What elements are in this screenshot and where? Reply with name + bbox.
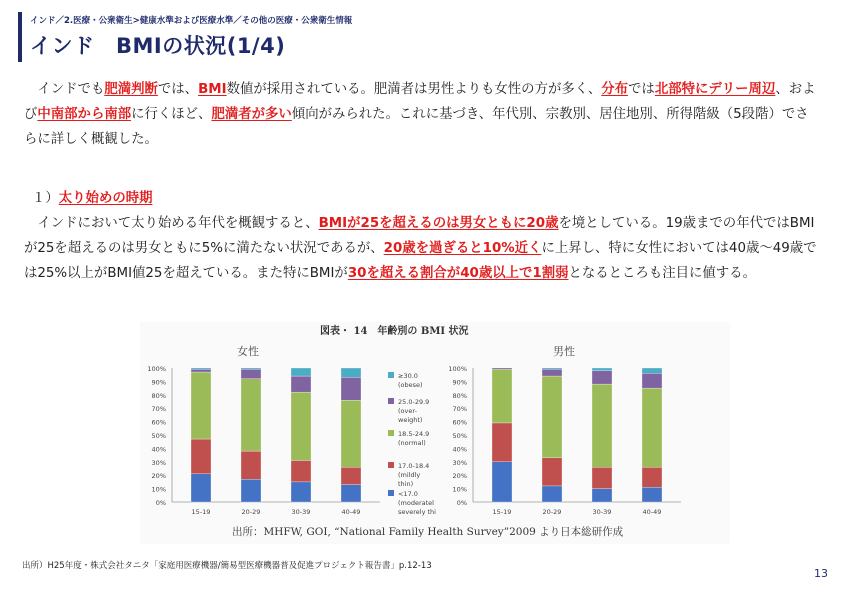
page-title: インド BMIの状況(1/4) xyxy=(30,34,286,58)
legend-swatch xyxy=(388,430,394,436)
y-tick-label: 0% xyxy=(155,499,166,507)
y-tick-label: 50% xyxy=(151,432,166,440)
highlight-text: 20歳を過ぎると10%近く xyxy=(383,241,542,256)
body-text-run: 傾向がみられた。これに基づき、年代別、宗教別、居住地別、所得階級（5段階）でさらに詳しく概観した。 xyxy=(24,107,809,147)
bar-segment xyxy=(341,485,361,502)
page-number: 13 xyxy=(814,567,828,580)
y-tick-label: 50% xyxy=(452,432,467,440)
legend-label: (mildly xyxy=(398,471,421,479)
x-tick-label: 30-39 xyxy=(291,508,311,516)
body-text-run: となるところも注目に値する。 xyxy=(568,266,756,281)
x-tick-label: 40-49 xyxy=(642,508,662,516)
highlight-text: 分布 xyxy=(601,82,629,97)
bar-segment xyxy=(341,400,361,467)
y-tick-label: 90% xyxy=(151,378,166,387)
bar-segment xyxy=(241,451,261,479)
bar-segment xyxy=(341,467,361,484)
x-tick-label: 30-39 xyxy=(592,508,612,516)
bar-segment xyxy=(642,373,662,388)
bar-segment xyxy=(291,482,311,502)
y-tick-label: 100% xyxy=(448,365,467,373)
bar-segment xyxy=(492,462,512,502)
x-tick-label: 40-49 xyxy=(341,508,361,516)
y-tick-label: 80% xyxy=(452,391,467,400)
body-text-run: 数値が採用されている。肥満者は男性よりも女性の方が多く、 xyxy=(226,82,602,97)
body-text-run: に行くほど、 xyxy=(131,107,212,122)
y-tick-label: 10% xyxy=(452,485,467,494)
bar-segment xyxy=(542,369,562,376)
bar-segment xyxy=(191,372,211,439)
bar-segment xyxy=(592,467,612,488)
legend-label: (over- xyxy=(398,407,417,415)
y-tick-label: 40% xyxy=(452,445,467,454)
legend-label: 18.5-24.9 xyxy=(398,430,430,438)
bar-segment xyxy=(341,368,361,377)
bar-segment xyxy=(241,479,261,502)
bar-segment xyxy=(642,388,662,467)
bar-segment xyxy=(341,377,361,400)
legend-label: ≥30.0 xyxy=(398,372,418,380)
y-tick-label: 60% xyxy=(151,418,166,427)
title-accent-bar xyxy=(18,12,22,62)
body-text-run: では xyxy=(628,82,655,97)
bar-segment xyxy=(191,474,211,502)
body-text-run: 、および xyxy=(24,82,816,122)
highlight-text: 肥満者が多い xyxy=(211,107,292,122)
bar-segment xyxy=(642,467,662,487)
section-number: １） xyxy=(32,191,59,206)
chart-title: 男性 xyxy=(553,345,575,358)
legend-swatch xyxy=(388,372,394,378)
legend-label: (moderatel xyxy=(398,499,434,507)
x-tick-label: 20-29 xyxy=(542,508,562,516)
bar-segment xyxy=(191,369,211,372)
highlight-text: 30を超える割合が40歳以上で1割弱 xyxy=(347,266,569,281)
section-title: 太り始めの時期 xyxy=(58,191,153,206)
bar-segment xyxy=(191,439,211,474)
bar-segment xyxy=(191,368,211,369)
y-tick-label: 40% xyxy=(151,445,166,454)
bar-segment xyxy=(492,369,512,423)
intro-paragraph xyxy=(24,77,820,152)
bar-segment xyxy=(592,371,612,384)
bar-segment xyxy=(642,487,662,502)
bar-segment xyxy=(542,486,562,502)
legend-label: 17.0-18.4 xyxy=(398,462,430,470)
y-tick-label: 100% xyxy=(147,365,166,373)
bar-segment xyxy=(291,392,311,460)
bmi-chart xyxy=(140,322,730,544)
legend-label: weight) xyxy=(398,416,423,424)
y-tick-label: 90% xyxy=(452,378,467,387)
y-tick-label: 30% xyxy=(452,458,467,467)
section-heading xyxy=(32,186,153,211)
y-tick-label: 70% xyxy=(151,405,166,414)
bar-segment xyxy=(291,460,311,481)
highlight-text: 北部特にデリー周辺 xyxy=(654,82,776,97)
bar-segment xyxy=(542,458,562,486)
x-tick-label: 20-29 xyxy=(241,508,261,516)
y-tick-label: 20% xyxy=(151,472,166,481)
bar-segment xyxy=(492,368,512,369)
legend-label: thin) xyxy=(398,480,414,488)
bar-segment xyxy=(241,379,261,451)
highlight-text: BMI xyxy=(198,82,227,97)
chart-title: 女性 xyxy=(237,345,259,358)
legend-swatch xyxy=(388,490,394,496)
y-tick-label: 70% xyxy=(452,405,467,414)
figure-source: 出所：MHFW, GOI, “National Family Health Survey”2009 より日本総研作成 xyxy=(232,526,624,538)
legend-label: (obese) xyxy=(398,381,423,389)
body-text-run: を境としている。19歳までの年代ではBMIが25を超えるのは男女ともに5%に満たない状況であるが、 xyxy=(24,216,815,256)
highlight-text: BMIが25を超えるのは男女ともに20歳 xyxy=(318,216,559,231)
figure-title: 図表・ 14 年齢別の BMI 状況 xyxy=(320,326,469,337)
bar-segment xyxy=(592,368,612,371)
legend-swatch xyxy=(388,398,394,404)
y-tick-label: 60% xyxy=(452,418,467,427)
bar-segment xyxy=(542,368,562,369)
breadcrumb: インド／2.医療・公衆衛生>健康水準および医療水準／その他の医療・公衆衛生情報 xyxy=(30,16,353,26)
x-tick-label: 15-19 xyxy=(492,508,512,516)
legend-label: severely thi xyxy=(398,508,436,516)
body-text-run: インドでも xyxy=(37,82,105,97)
bar-segment xyxy=(291,376,311,392)
legend-label: <17.0 xyxy=(398,490,418,498)
y-tick-label: 20% xyxy=(452,472,467,481)
legend-label: (normal) xyxy=(398,439,426,447)
legend-label: 25.0-29.9 xyxy=(398,398,430,406)
y-tick-label: 80% xyxy=(151,391,166,400)
bmi-figure xyxy=(140,322,730,544)
bar-segment xyxy=(492,423,512,462)
bar-segment xyxy=(642,368,662,373)
y-tick-label: 10% xyxy=(151,485,166,494)
bar-segment xyxy=(241,369,261,378)
highlight-text: 中南部から南部 xyxy=(37,107,132,122)
bar-segment xyxy=(542,376,562,458)
highlight-text: 肥満判断 xyxy=(104,82,158,97)
slide-header xyxy=(18,8,828,60)
y-tick-label: 0% xyxy=(456,499,467,507)
bar-segment xyxy=(592,384,612,467)
section-paragraph xyxy=(24,211,820,286)
footer-source: 出所）H25年度・株式会社タニタ「家庭用医療機器/簡易型医療機器普及促進プロジェクト報告書」p.12-13 xyxy=(22,561,432,571)
body-text-run: インドにおいて太り始める年代を概観すると、 xyxy=(37,216,319,231)
bar-segment xyxy=(592,489,612,502)
bar-segment xyxy=(291,368,311,376)
body-text-run: では、 xyxy=(157,82,199,97)
body-text-run: に上昇し、特に女性においては40歳～49歳では25%以上がBMI値25を超えている。また特にBMIが xyxy=(24,241,817,281)
x-tick-label: 15-19 xyxy=(191,508,211,516)
y-tick-label: 30% xyxy=(151,458,166,467)
legend-swatch xyxy=(388,462,394,468)
bar-segment xyxy=(241,368,261,369)
